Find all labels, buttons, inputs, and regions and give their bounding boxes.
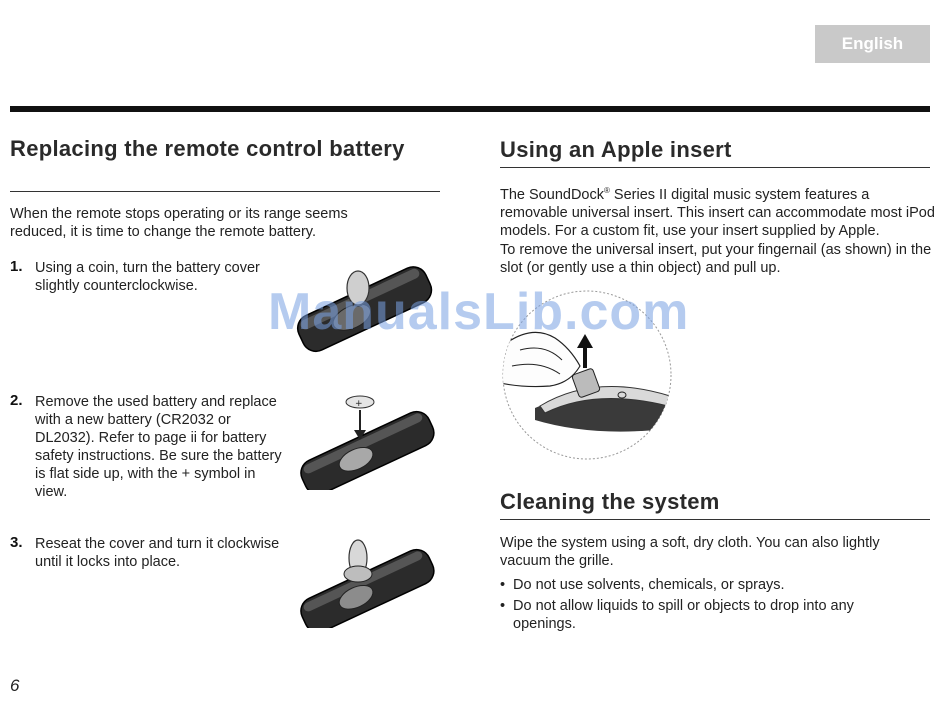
apple-heading-rule xyxy=(500,167,930,168)
cleaning-bullet-list xyxy=(500,576,920,636)
cleaning-bullet-1: • Do not use solvents, chemicals, or sprays. xyxy=(500,576,920,594)
cleaning-heading-rule xyxy=(500,519,930,520)
cleaning-intro: Wipe the system using a soft, dry cloth. You can also lightly vacuum the grille. xyxy=(500,535,880,569)
step-2-text: Remove the used battery and replace with a new battery (CR2032 or DL2032). Refer to page ii for battery safety instructions. Be sure the battery is flat side up, with the + symbol in view. xyxy=(35,394,282,500)
apple-paragraph-1: The SoundDock® Series II digital music system features a removable universal insert. This insert can accommodate most iPod models. For a custom fit, use your insert supplied by Apple. xyxy=(500,186,935,239)
step-3-number: 3. xyxy=(10,534,23,551)
page-number: 6 xyxy=(10,676,20,695)
step-3-text: Reseat the cover and turn it clockwise until it locks into place. xyxy=(35,536,280,570)
step-1-text: Using a coin, turn the battery cover slightly counterclockwise. xyxy=(35,260,260,294)
step-1-number: 1. xyxy=(10,258,23,275)
remote-cover-illustration xyxy=(292,528,442,628)
apple-paragraph-2: To remove the universal insert, put your fingernail (as shown) in the slot (or gently use a thin object) and pull up. xyxy=(500,242,932,276)
language-tab: English xyxy=(815,25,930,63)
battery-heading: Replacing the remote control battery xyxy=(10,136,405,161)
battery-heading-rule xyxy=(10,191,440,192)
top-rule xyxy=(10,106,930,112)
watermark: ManualsLib.com xyxy=(268,283,690,341)
cleaning-heading: Cleaning the system xyxy=(500,489,720,514)
remote-battery-illustration xyxy=(292,390,442,490)
battery-intro: When the remote stops operating or its range seems reduced, it is time to change the remote battery. xyxy=(10,206,348,240)
step-2-number: 2. xyxy=(10,392,23,409)
apple-insert-heading: Using an Apple insert xyxy=(500,137,732,162)
svg-text:+: + xyxy=(355,399,363,409)
cleaning-bullet-2: • Do not allow liquids to spill or objects to drop into any openings. xyxy=(500,597,920,633)
